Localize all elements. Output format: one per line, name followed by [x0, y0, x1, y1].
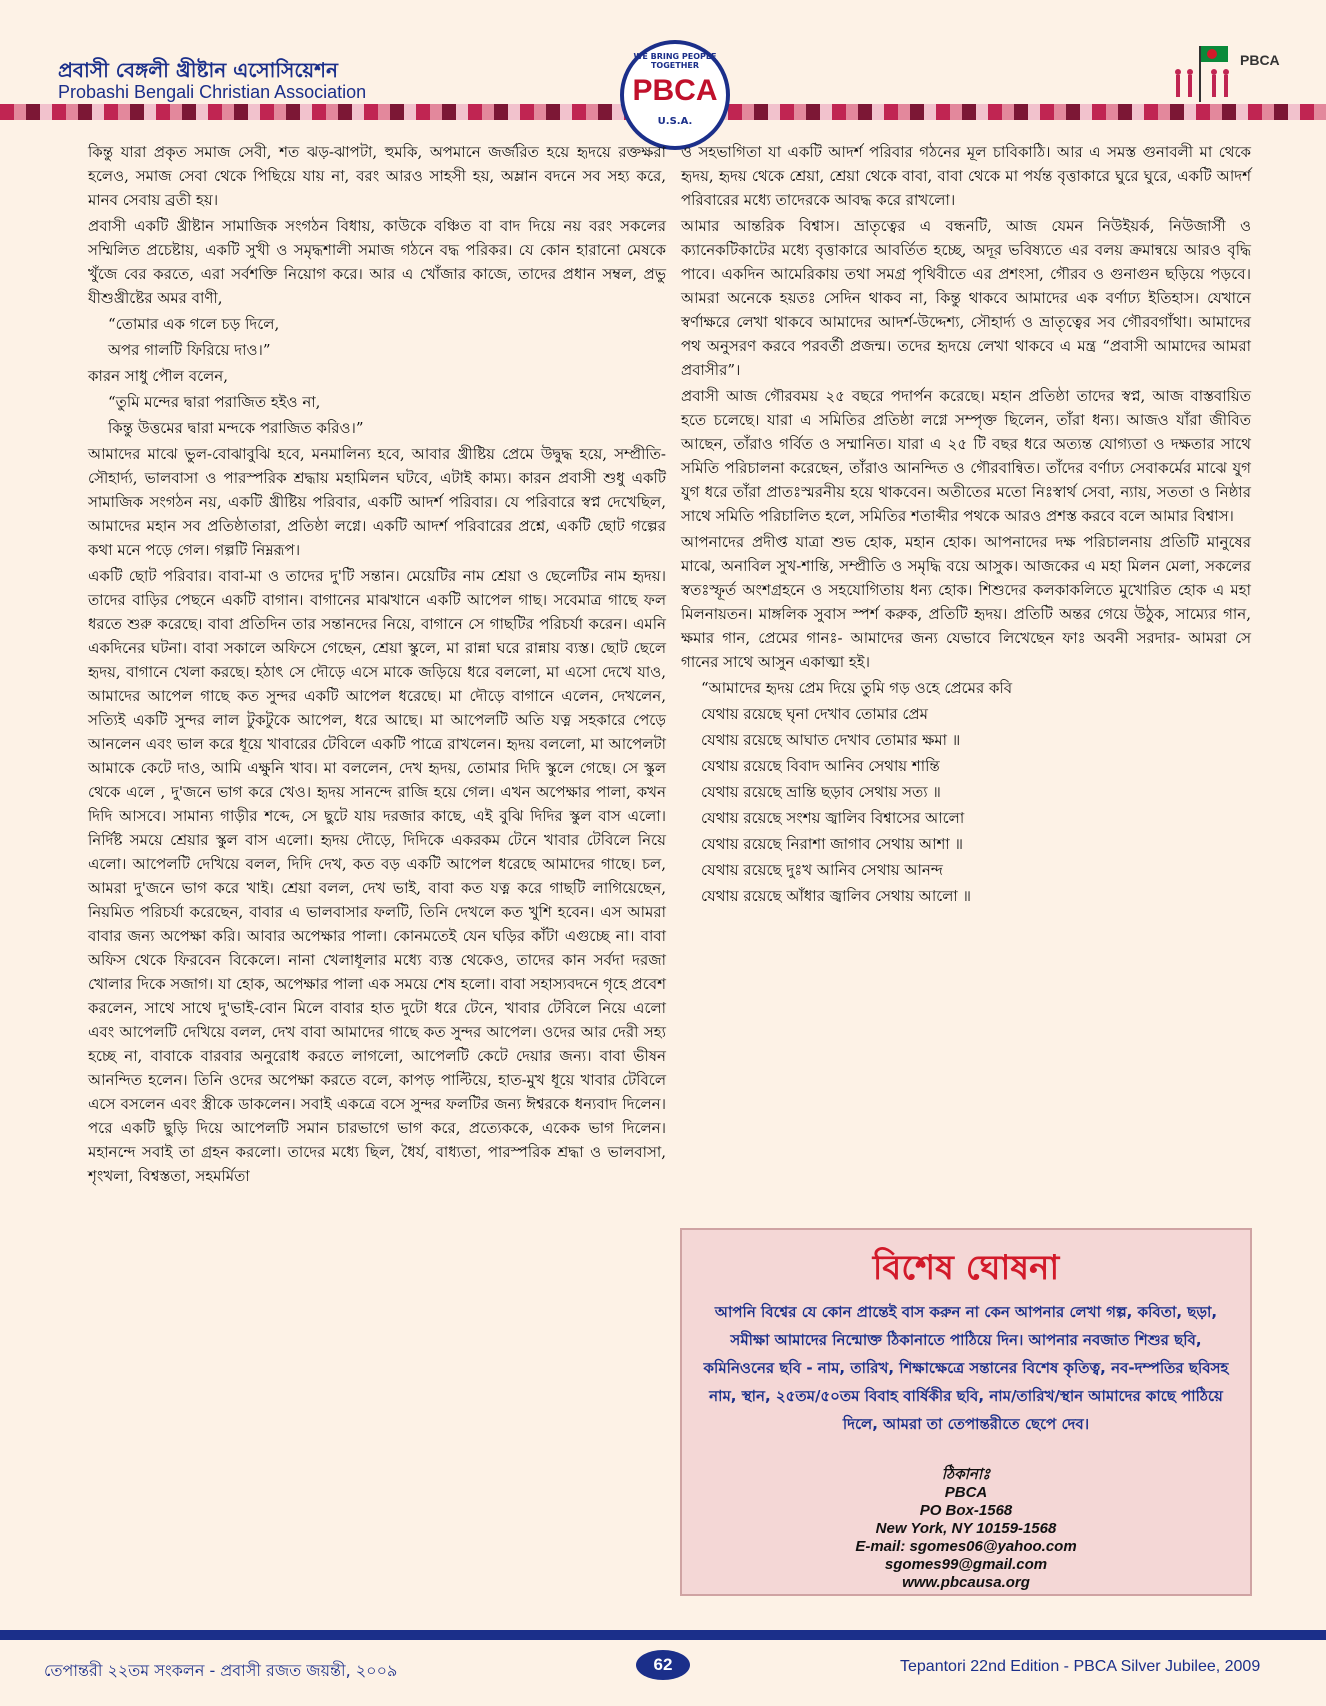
poem-line: যেথায় রয়েছে বিবাদ আনিব সেথায় শান্তি: [701, 757, 940, 775]
footer-left-text: তেপান্তরী ২২তম সংকলন - প্রবাসী রজত জয়ন্তী, ২০০৯: [44, 1661, 398, 1680]
announcement-address: [682, 1466, 1250, 1592]
announcement-title: বিশেষ ঘোষনা: [872, 1248, 1060, 1288]
org-title-english: Probashi Bengali Christian Association: [58, 82, 367, 102]
poem-line: যেথায় রয়েছে আঘাত দেখাব তোমার ক্ষমা ॥: [701, 731, 961, 749]
paragraph: কিন্তু যারা প্রকৃত সমাজ সেবী, শত ঝড়-ঝাপটা, হুমকি, অপমানে জর্জরিত হয়ে হৃদয়ে রক্তক্ষরা হলেও, সমাজ সেবা থেকে পিছিয়ে যায় না, বরং আরও সাহসী হয়, অম্লান বদনে সব সহ্য করে, মানব সেবায় ব্রতী হয়।: [88, 143, 666, 209]
logo-sub: U.S.A.: [657, 116, 693, 127]
special-announcement-box: [680, 1228, 1252, 1596]
paragraph: আপনাদের প্রদীপ্ত যাত্রা শুভ হোক, মহান হোক। আপনাদের দক্ষ পরিচালনায় প্রতিটি মানুষের মাঝে, অনাবিল সুখ-শান্তি, সম্প্রীতি ও সমৃদ্ধি বয়ে আসুক। আজকের এ মহা মিলন মেলা, সকলের স্বতঃস্ফূর্ত অংশগ্রহনে ও সহযোগিতায় ধন্য হোক। শিশুদের কলকাকলিতে মুখোরিত হোক এ মহা মিলনায়তন। মাঙ্গলিক সুবাস স্পর্শ করুক, প্রতিটি হৃদয়। প্রতিটি অন্তর গেয়ে উঠুক, সাম্যের গান, ক্ষমার গান, প্রেমের গানঃ- আমাদের জন্য যেভাবে লিখেছেন ফাঃ অবনী সরদার- আমরা সে গানের সাথে আসুন একাত্মা হই।: [681, 533, 1251, 671]
announcement-body: আপনি বিশ্বের যে কোন প্রান্তেই বাস করুন না কেন আপনার লেখা গল্প, কবিতা, ছড়া, সমীক্ষা আমাদের নিন্মোক্ত ঠিকানাতে পাঠিয়ে দিন। আপনার নবজাত শিশুর ছবি, কমিনিওনের ছবি - নাম, তারিখ, শিক্ষাক্ষেত্রে সন্তানের বিশেষ কৃতিত্ব, নব-দম্পতির ছবিসহ নাম, স্থান, ২৫তম/৫০তম বিবাহ বার্ষিকীর ছবি, নাম/তারিখ/স্থান আমাদের কাছে পাঠিয়ে দিলে, আমরা তা তেপান্তরীতে ছেপে দেব।: [703, 1303, 1229, 1433]
address-org: PBCA: [944, 1484, 988, 1501]
paragraph: একটি ছোট পরিবার। বাবা-মা ও তাদের দু'টি সন্তান। মেয়েটির নাম শ্রেয়া ও ছেলেটির নাম হৃদয়। তাদের বাড়ির পেছনে একটি বাগান। বাগানের মাঝখানে একটি আপেল গাছ। সবেমাত্র গাছে ফল ধরতে শুরু করেছে। বাবা প্রতিদিন তার সন্তানদের নিয়ে, বাগানে সে গাছটির পরিচর্যা করেন। এমনি একদিনের ঘটনা। বাবা সকালে অফিসে গেছেন, শ্রেয়া স্কুলে, মা রান্না ঘরে রান্নায় ব্যস্ত। ছোট ছেলে হৃদয়, বাগানে খেলা করছে। হঠাৎ সে দৌড়ে এসে মাকে জড়িয়ে ধরে বললো, মা এসো দেখে যাও, আমাদের আপেল গাছে কত সুন্দর একটি আপেল ধরেছে। মা দৌড়ে বাগানে এলেন, দেখলেন, সত্যিই একটি সুন্দর লাল টুকটুকে আপেল, ধরে আছে। মা আপেলটি অতি যত্ন সহকারে পেড়ে আনলেন এবং ভাল করে ধূয়ে খাবারের টেবিলে একটি পাত্রে রাখলেন। হৃদয় বললো, মা আপেলটা আমাকে কেটে দাও, আমি এক্ষুনি খাব। মা বললেন, দেখ হৃদয়, তোমার দিদি স্কুলে গেছে। সে স্কুল থেকে এলে , দু'জনে ভাগ করে খেও। হৃদয় সানন্দে রাজি হয়ে গেল। এখন অপেক্ষার পালা, কখন দিদি আসবে। সামান্য গাড়ীর শব্দে, সে ছুটে যায় দরজার কাছে, এই বুঝি দিদির স্কুল বাস এলো। নির্দিষ্ট সময়ে শ্রেয়ার স্কুল বাস এলো। হৃদয় দৌড়ে, দিদিকে একরকম টেনে খাবার টেবিলে নিয়ে এলো। আপেলটি দেখিয়ে বলল, দিদি দেখ, কত বড় একটি আপেল ধরেছে আমাদের গাছে। চল, আমরা দু'জনে ভাগ করে খাই। শ্রেয়া বলল, দেখ ভাই, বাবা কত যত্ন করে গাছটি লাগিয়েছেন, নিয়মিত পরিচর্যা করেছেন, বাবার এ ভালবাসার ফলটি, তিনি দেখলে কত খুশি হবেন। এস আমরা বাবার জন্য অপেক্ষা করি। আবার অপেক্ষার পালা। কোনমতেই যেন ঘড়ির কাঁটা এগুচ্ছে না। বাবা অফিস থেকে ফিরবেন বিকেলে। নানা খেলাধূলার মধ্যে ব্যস্ত থেকেও, তাদের কান সর্বদা দরজা খোলার দিকে সজাগ। যা হোক, অপেক্ষার পালা এক সময়ে শেষ হলো। বাবা সহাস্যবদনে গৃহে প্রবেশ করলেন, সাথে সাথে দু'ভাই-বোন মিলে বাবার হাত দুটো ধরে টেনে, খাবার টেবিলে নিয়ে এলো এবং আপেলটি দেখিয়ে বলল, দেখ বাবা আমাদের গাছে কত সুন্দর আপেল। ওদের আর দেরী সহ্য হচ্ছে না, বাবাকে বারবার অনুরোধ করতে লাগলো, আপেলটি কেটে দেয়ার জন্য। বাবা ভীষন আনন্দিত হলেন। তিনি ওদের অপেক্ষা করতে বলে, কাপড় পাল্টিয়ে, হাত-মুখ ধূয়ে খাবার টেবিলে এসে বসলেন এবং স্ত্রীকে ডাকলেন। সবাই একত্রে বসে সুন্দর ফলটির জন্য ঈশ্বরকে ধন্যবাদ দিলেন। পরে একটি ছুড়ি দিয়ে আপেলটি সমান চারভাগে ভাগ করে, প্রত্যেককে, একেক ভাগ দিলেন। মহানন্দে সবাই তা গ্রহন করলো। তাদের মধ্যে ছিল, ধৈর্য, বাধ্যতা, পারস্পরিক শ্রদ্ধা ও ভালবাসা, শৃংখলা, বিশ্বস্ততা, সহমর্মিতা: [88, 567, 666, 1185]
paragraph: প্রবাসী একটি খ্রীষ্টান সামাজিক সংগঠন বিধায়, কাউকে বঞ্চিত বা বাদ দিয়ে নয় বরং সকলের সম্মিলিত প্রচেষ্টায়, একটি সুখী ও সমৃদ্ধশালী সমাজ গঠনে বদ্ধ পরিকর। যে কোন হারানো মেষকে খুঁজে বের করতে, এরা সর্বশক্তি নিয়োগ করে। আর এ খোঁজার কাজে, তাদের প্রধান সম্বল, প্রভু যীশুখ্রীষ্টের অমর বাণী,: [88, 217, 666, 307]
verse-line: অপর গালটি ফিরিয়ে দাও।”: [108, 341, 271, 359]
page-header: [0, 0, 1326, 127]
people-flag-icon: [1170, 42, 1236, 104]
logo-letters: PBCA: [632, 74, 718, 107]
org-title-bengali: প্রবাসী বেঙ্গলী খ্রীষ্টান এসোসিয়েশন: [58, 58, 338, 82]
paragraph: আমার আন্তরিক বিশ্বাস। ভ্রাতৃত্বের এ বন্ধনটি, আজ যেমন নিউইয়র্ক, নিউজার্সী ও ক্যানেকটিকাটের মধ্যে বৃত্তাকারে আবর্তিত হচ্ছে, অদূর ভবিষ্যতে এর বলয় ক্রমান্বয়ে আরও বৃদ্ধি পাবে। একদিন আমেরিকায় তথা সমগ্র পৃথিবীতে এর প্রশংসা, গৌরব ও গুনাগুন ছড়িয়ে পড়বে। আমরা অনেকে হয়তঃ সেদিন থাকব না, কিন্তু থাকবে আমাদের এক বর্ণাঢ্য ইতিহাস। যেখানে স্বর্ণাক্ষরে লেখা থাকবে আমাদের আদর্শ-উদ্দেশ্য, সৌহার্দ্য ও ভ্রাতৃত্বের সব গৌরবগাঁথা। আমাদের পথ অনুসরণ করবে পরবর্তী প্রজন্ম। তদের হৃদয়ে লেখা থাকবে এ মন্ত্র “প্রবাসী আমাদের আমরা প্রবাসীর”।: [681, 217, 1251, 379]
paragraph: আমাদের মাঝে ভুল-বোঝাবুঝি হবে, মনমালিন্য হবে, আবার খ্রীষ্টিয় প্রেমে উদ্বুদ্ধ হয়ে, সম্প্রীতি-সৌহার্দ্য, ভালবাসা ও পারস্পরিক শ্রদ্ধায় মহামিলন ঘটবে, এটাই কাম্য। কারন প্রবাসী শুধু একটি সামাজিক সংগঠন নয়, একটি খ্রীষ্টিয় পরিবার, একটি আদর্শ পরিবার। যে পরিবারে স্বপ্ন দেখেছিল, আমাদের মহান সব প্রতিষ্ঠাতারা, প্রতিষ্ঠা লগ্নে। একটি আদর্শ পরিবারের প্রশ্নে, একটি ছোট গল্পের কথা মনে পড়ে গেল। গল্পটি নিম্নরূপ।: [88, 445, 666, 559]
right-logo-label: PBCA: [1240, 52, 1280, 68]
poem-line: যেথায় রয়েছে দুঃখ আনিব সেথায় আনন্দ: [701, 861, 943, 879]
verse-line: কিন্তু উত্তমের দ্বারা মন্দকে পরাজিত করিও।”: [108, 419, 364, 437]
pbca-right-logo: [1170, 42, 1310, 104]
paragraph: প্রবাসী আজ গৌরবময় ২৫ বছরে পদার্পন করেছে। মহান প্রতিষ্ঠা তাদের স্বপ্ন, আজ বাস্তবায়িত হতে চলেছে। যারা এ সমিতির প্রতিষ্ঠা লগ্নে সম্পৃক্ত ছিলেন, তাঁরা ধন্য। আজও যাঁরা জীবিত আছেন, তাঁরাও গর্বিত ও সম্মানিত। যারা এ ২৫ টি বছর ধরে অত্যন্ত যোগ্যতা ও দক্ষতার সাথে সমিতি পরিচালনা করেছেন, তাঁরাও আনন্দিত ও গৌরবান্বিত। তাঁদের বর্ণাঢ্য সেবাকর্মের মাঝে যুগ যুগ ধরে তাঁরা প্রাতঃস্মরনীয় হয়ে থাকবেন। অতীতের মতো নিঃস্বার্থ সেবা, ন্যায়, সততা ও নিষ্ঠার সাথে সমিতি পরিচালিত হলে, সমিতির শতাব্দীর পথকে আরও প্রশস্ত করবে বলে আমার বিশ্বাস।: [681, 387, 1251, 525]
verse-line: “তুমি মন্দের দ্বারা পরাজিত হইও না,: [108, 393, 321, 411]
verse-line: “তোমার এক গলে চড় দিলে,: [108, 315, 280, 333]
address-po-box: PO Box-1568: [919, 1502, 1013, 1519]
address-email2[interactable]: sgomes99@gmail.com: [884, 1556, 1048, 1573]
address-label: ঠিকানাঃ: [941, 1466, 991, 1483]
left-column: [88, 140, 666, 1190]
poem-line: যেথায় রয়েছে ঘৃনা দেখাব তোমার প্রেম: [701, 705, 929, 723]
poem-line: যেথায় রয়েছে ভ্রান্তি ছড়াব সেথায় সত্য ॥: [701, 783, 941, 801]
logo-ring-text: WE BRING PEOPLE TOGETHER: [633, 52, 717, 70]
address-city: New York, NY 10159-1568: [875, 1520, 1057, 1537]
pbca-logo: [620, 40, 730, 150]
paragraph: কারন সাধু পৌল বলেন,: [88, 367, 229, 385]
poem-line: যেথায় রয়েছে নিরাশা জাগাব সেথায় আশা ॥: [701, 835, 963, 853]
poem-line: যেথায় রয়েছে সংশয় জ্বালিব বিশ্বাসের আলো: [701, 809, 965, 827]
page-number: 62: [636, 1650, 690, 1680]
address-email1[interactable]: E-mail: sgomes06@yahoo.com: [855, 1538, 1077, 1555]
footer-right-text: Tepantori 22nd Edition - PBCA Silver Jubilee, 2009: [900, 1658, 1261, 1675]
footer-bar: [0, 1630, 1326, 1640]
poem-line: যেথায় রয়েছে আঁধার জ্বালিব সেথায় আলো ॥: [701, 887, 972, 905]
page-footer: [0, 1630, 1326, 1706]
address-website[interactable]: www.pbcausa.org: [902, 1574, 1030, 1591]
poem-line: “আমাদের হৃদয় প্রেম দিয়ে তুমি গড় ওহে প্রেমের কবি: [701, 679, 1013, 697]
paragraph: ও সহভাগিতা যা একটি আদর্শ পরিবার গঠনের মূল চাবিকাঠি। আর এ সমস্ত গুনাবলী মা থেকে হৃদয়, হৃদয় থেকে শ্রেয়া, শ্রেয়া থেকে বাবা, বাবা থেকে মা পর্যন্ত বৃত্তাকারে ঘুরে ঘুরে, একটি আদর্শ পরিবারের মধ্যে তাদেরকে আবদ্ধ করে রাখলো।: [681, 143, 1251, 209]
right-column: [681, 140, 1251, 910]
